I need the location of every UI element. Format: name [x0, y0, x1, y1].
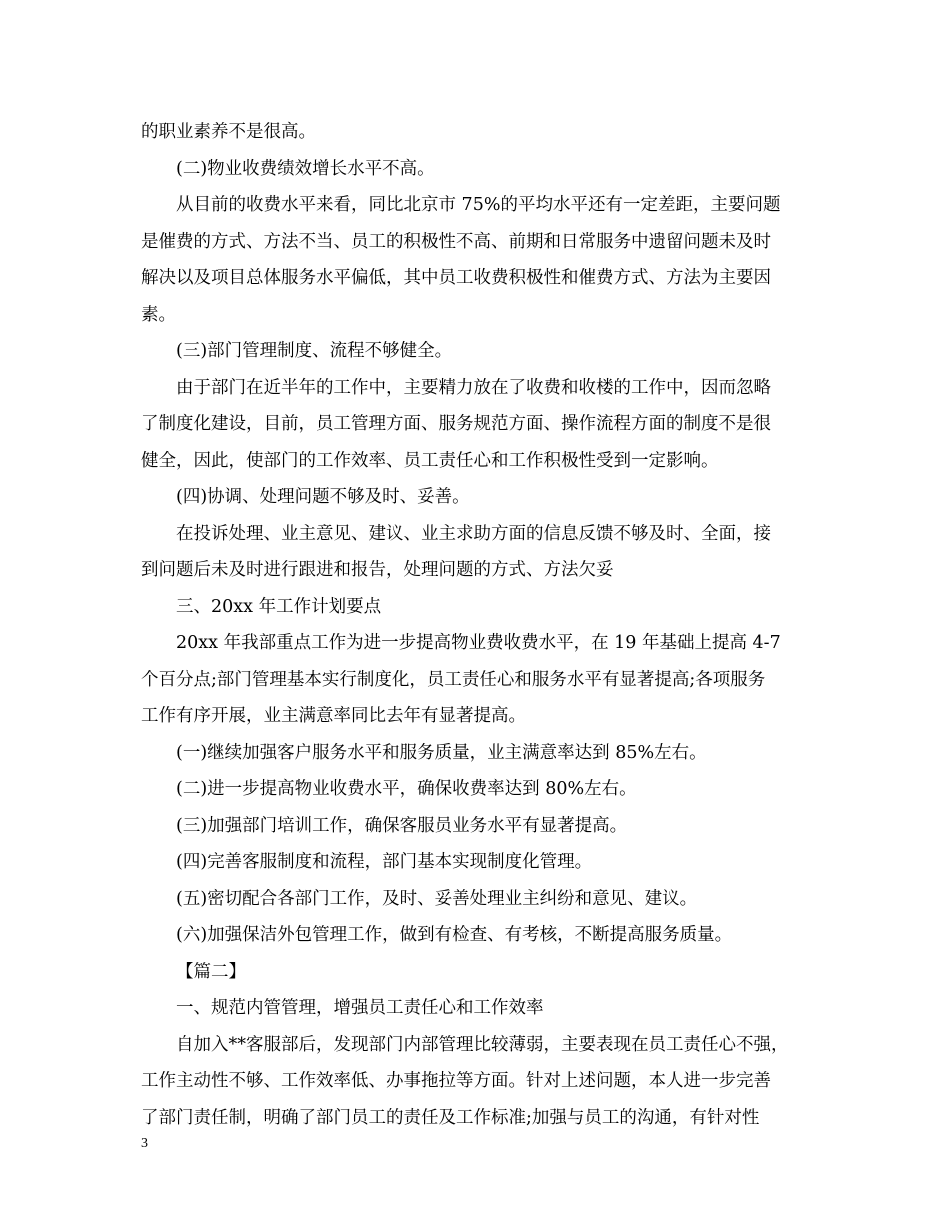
- text-line: 由于部门在近半年的工作中，主要精力放在了收费和收楼的工作中，因而忽略: [176, 377, 771, 398]
- text-line: 20xx 年我部重点工作为进一步提高物业费收费水平，在 19 年基础上提高 4-7: [176, 633, 781, 653]
- document-body: [141, 114, 813, 1136]
- text-line: 工作有序开展，业主满意率同比去年有显著提高。: [141, 706, 526, 726]
- text-line: 是催费的方式、方法不当、员工的积极性不高、前期和日常服务中遗留问题未及时: [141, 231, 771, 252]
- text-line: 【篇二】: [176, 961, 246, 982]
- text-line: 在投诉处理、业主意见、建议、业主求助方面的信息反馈不够及时、全面，接: [176, 523, 771, 544]
- text-line: 自加入**客服部后，发现部门内部管理比较薄弱，主要表现在员工责任心不强，: [176, 1034, 789, 1055]
- text-line: 了部门责任制，明确了部门员工的责任及工作标准;加强与员工的沟通，有针对性: [141, 1107, 760, 1128]
- text-line: 一、规范内管管理，增强员工责任心和工作效率: [176, 998, 544, 1018]
- page-number: 3: [141, 1136, 148, 1151]
- text-line: (二)物业收费绩效增长水平不高。: [176, 158, 435, 179]
- text-line: (一)继续加强客户服务水平和服务质量，业主满意率达到 85%左右。: [176, 742, 707, 763]
- text-line: 了制度化建设，目前，员工管理方面、服务规范方面、操作流程方面的制度不是很: [141, 414, 771, 434]
- text-line: 工作主动性不够、工作效率低、办事拖拉等方面。针对上述问题，本人进一步完善: [141, 1071, 771, 1091]
- text-line: 到问题后未及时进行跟进和报告，处理问题的方式、方法欠妥: [141, 560, 614, 580]
- text-line: (三)加强部门培训工作，确保客服员业务水平有显著提高。: [176, 815, 628, 836]
- text-line: (五)密切配合各部门工作，及时、妥善处理业主纠纷和意见、建议。: [176, 888, 698, 909]
- text-line: 从目前的收费水平来看，同比北京市 75%的平均水平还有一定差距，主要问题: [176, 195, 781, 215]
- text-line: 素。: [141, 304, 176, 325]
- text-line: 的职业素养不是很高。: [141, 122, 316, 142]
- text-line: (三)部门管理制度、流程不够健全。: [176, 341, 453, 361]
- text-line: 解决以及项目总体服务水平偏低，其中员工收费积极性和催费方式、方法为主要因: [141, 268, 771, 288]
- text-line: (四)协调、处理问题不够及时、妥善。: [176, 487, 470, 507]
- text-line: 三、20xx 年工作计划要点: [176, 596, 382, 617]
- text-line: (四)完善客服制度和流程，部门基本实现制度化管理。: [176, 852, 593, 872]
- text-line: 个百分点;部门管理基本实行制度化，员工责任心和服务水平有显著提高;各项服务: [141, 669, 766, 690]
- text-line: 健全，因此，使部门的工作效率、员工责任心和工作积极性受到一定影响。: [141, 450, 719, 471]
- text-line: (六)加强保洁外包管理工作，做到有检查、有考核，不断提高服务质量。: [176, 925, 733, 945]
- text-line: (二)进一步提高物业收费水平，确保收费率达到 80%左右。: [176, 779, 637, 799]
